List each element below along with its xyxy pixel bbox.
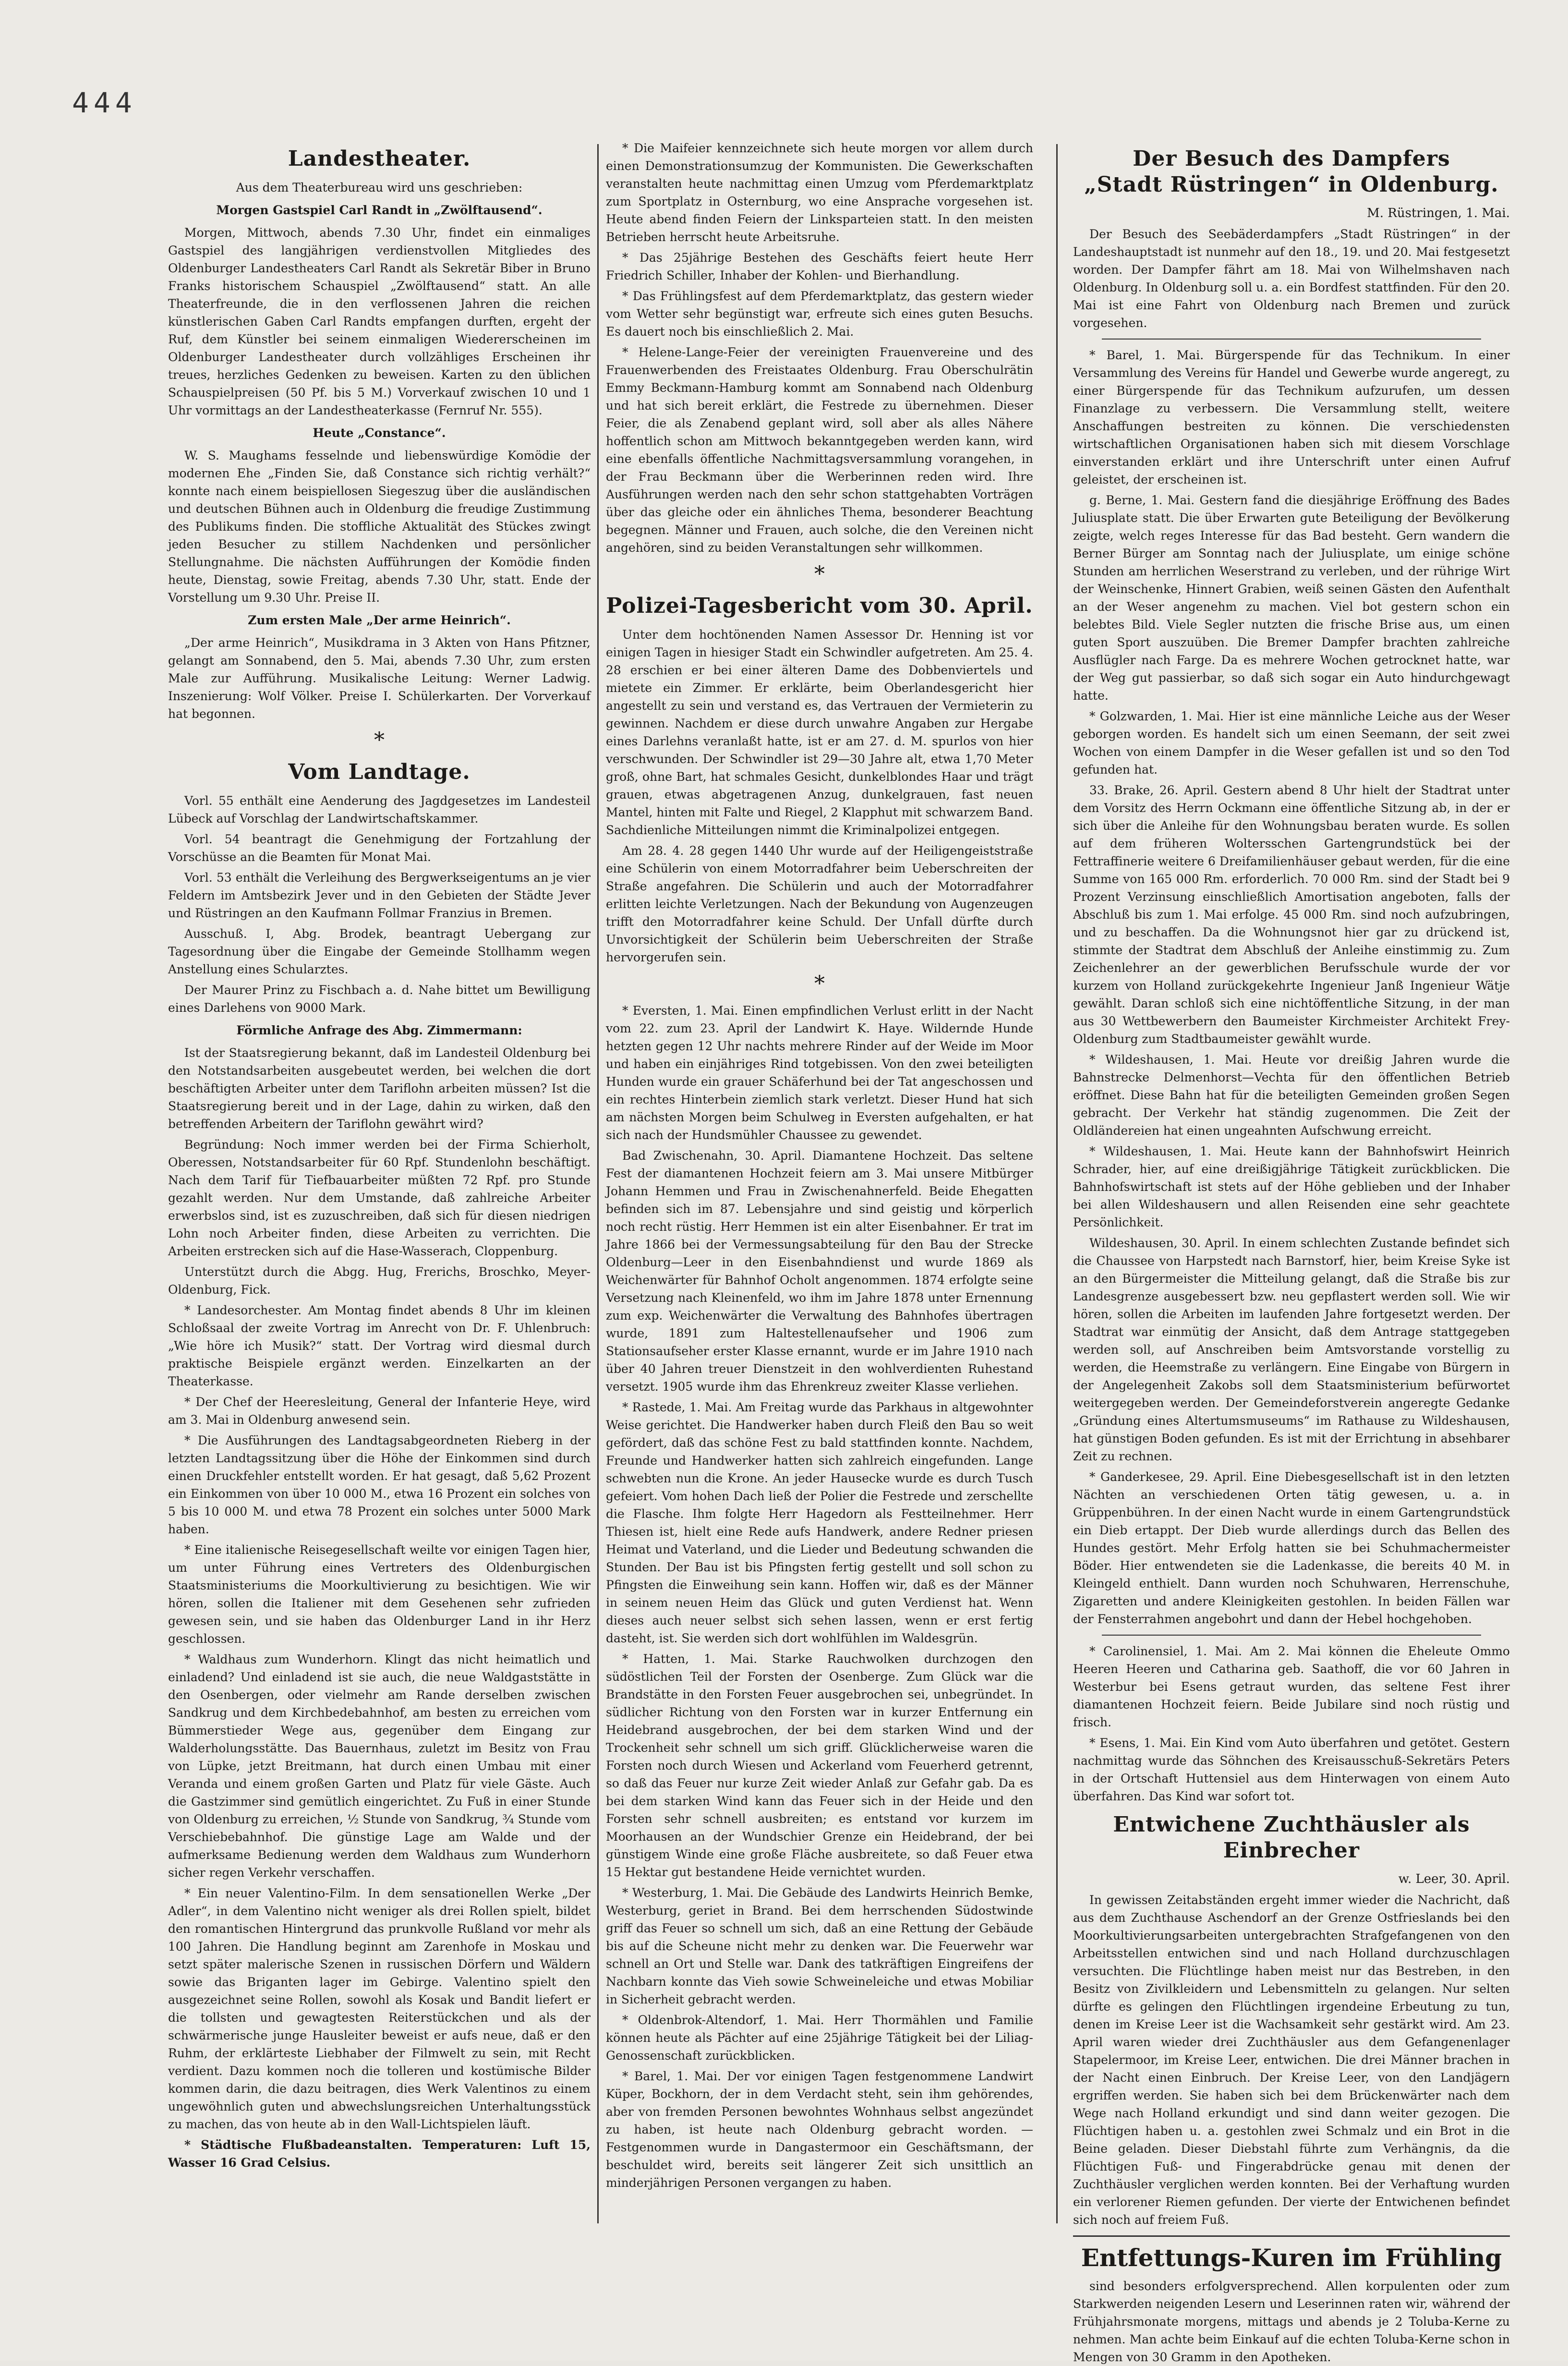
paragraph: * Eine italienische Reisegesellschaft weilte vor einigen Tagen hier, um unter Führung eines Vertreters des Oldenburgischen Staatsministeriums die Moorkultivierung zu besichtigen. Wie wir hören, sollen die Italiener mit dem Gesehenen sehr zufrieden gewesen sein, und sie haben das Oldenburger Land in ihr Herz geschlossen. — [168, 1543, 591, 1646]
paragraph: * Oldenbrok-Altendorf, 1. Mai. Herr Thormählen und Familie können heute als Pächter auf eine 25jährige Tätigkeit bei der Liliag-Genossenschaft zurückblicken. — [606, 2013, 1033, 2063]
paragraph: * Hatten, 1. Mai. Starke Rauchwolken durchzogen den südöstlichen Teil der Forsten der Osenberge. Zum Glück war die Brandstätte in den Forsten Feuer ausgebrochen sei, unbegründet. In südlicher Richtung von den Forsten war in kurzer Entfernung ein Heidebrand ausgebrochen, der bei dem starken Wind und der Trockenheit sehr schnell um sich griff. Glücklicherweise waren die Forsten noch durch Wiesen und Ackerland vom Feuerherd getrennt, so daß das Feuer nur kurze Zeit wieder Anlaß zur Gefahr gab. Da es bei dem starken Wind kann das Feuer sich in der Heide und den Forsten sehr schnell ausbreiten; es entstand vor kurzem im Moorhausen an der Wundschier Grenze ein Heidebrand, der bei günstigem Winde eine große Fläche ausbreitete, so daß Feuer etwa 15 Hektar gut bestandene Heide vernichtet wurden. — [606, 1652, 1033, 1879]
heading-dampfer — [1073, 146, 1510, 198]
paragraph: * Eversten, 1. Mai. Einen empfindlichen Verlust erlitt in der Nacht vom 22. zum 23. April der Landwirt K. Haye. Wildernde Hunde hetzten gegen 12 Uhr nachts mehrere Rinder auf der Weide im Moor und haben ein einjähriges Rind totgebissen. Von den zwei beteiligten Hunden wurde ein grauer Schäferhund bei der Tat angeschossen und ein rechtes Hinterbein ziemlich stark verletzt. Dieser Hund hat sich am nächsten Morgen beim Schulweg in Eversten aufgehalten, er hat sich nach der Hundsmühler Chaussee zu gewendet. — [606, 1004, 1033, 1142]
column-1 — [168, 139, 591, 2243]
paragraph: Vorl. 53 enthält die Verleihung des Bergwerkseigentums an je vier Feldern im Amtsbezirk Jever und in den Gebieten der Städte Jever und Rüstringen an den Kaufmann Follmar Franzius in Bremen. — [168, 871, 591, 920]
paragraph: * Städtische Flußbadeanstalten. Temperaturen: Luft 15, Wasser 16 Grad Celsius. — [168, 2138, 591, 2170]
paragraph: * Helene-Lange-Feier der vereinigten Frauenvereine und des Frauenwerbenden des Freistaates Oldenburg. Frau Oberschulrätin Emmy Beckmann-Hamburg kommt am Sonnabend nach Oldenburg und hat sich bereit erklärt, die Festrede zu übernehmen. Dieser Feier, die als Zenabend geplant wird, soll aber als alles Nähere hoffentlich schon am Mittwoch bekanntgegeben werden kann, wird eine ebenfalls öffentliche Nachmittagsversammlung vorangehen, in der Frau Beckmann über die Werberinnen reden wird. Ihre Ausführungen werden nach den sehr schon stattgehabten Vorträgen über das gleiche oder ein ähnliches Thema, besonderer Beachtung begegnen. Männer und Frauen, auch solche, die den Vereinen nicht angehören, sind zu beiden Veranstaltungen sehr willkommen. — [606, 345, 1033, 555]
heading-line: Der Besuch des Dampfers — [1133, 146, 1450, 171]
separator-star: * — [374, 728, 385, 752]
dateline: w. Leer, 30. April. — [1398, 1872, 1510, 1886]
paragraph: g. Berne, 1. Mai. Gestern fand die diesjährige Eröffnung des Bades Juliusplate statt. Die über Erwarten gute Beteiligung der Bevölkerung zeigte, welch reges Interesse für das Bad besteht. Gern wandern die Berner Bürger am Sonntag nach der Juliusplate, um einige schöne Stunden am herrlichen Weserstrand zu verleben, und der rührige Wirt der Weinschenke, Hinnert Grabien, weiß seinen Gästen den Aufenthalt an der Weser angenehm zu machen. Viel bot gestern schon ein belebtes Bild. Viele Segler nutzten die frische Brise aus, um einen guten Sport auszuüben. Die Bremer Dampfer brachten zahlreiche Ausflügler nach Farge. Da es mehrere Wochen getrocknet hatte, war der Weg gut passierbar, so daß sich sogar ein Auto hindurchgewagt hatte. — [1073, 493, 1510, 703]
column-2 — [606, 139, 1033, 2243]
paragraph: Wildeshausen, 30. April. In einem schlechten Zustande befindet sich die Chaussee von Harpstedt nach Barnstorf, hier, beim Kreise Syke ist an den Bürgermeister die Mitteilung gelangt, daß die Straße bis zur Landesgrenze ausgebessert bzw. neu gepflastert werden soll. Wie wir hören, sollen die Arbeiten im laufenden Jahre fortgesetzt werden. Der Stadtrat war einmütig der Ansicht, daß dem Antrage stattgegeben werden soll, auf Anschreiben beim Amtsvorstande vorstellig zu werden, die Heemstraße zu verlängern. Eine Eingabe von Bürgern in der Angelegenheit Zakobs soll dem Staatsministerium befürwortet weitergegeben werden. Der Gemeindeforstverein angeregte Gedanke „Gründung eines Altertumsmuseums“ im Rathause zu Wildeshausen, hat günstigen Boden gefunden. Es ist mit der Errichtung in absehbarer Zeit zu rechnen. — [1073, 1236, 1510, 1463]
paragraph: * Das 25jährige Bestehen des Geschäfts feiert heute Herr Friedrich Schiller, Inhaber der Kohlen- und Bierhandlung. — [606, 251, 1033, 282]
paragraph: Unter dem hochtönenden Namen Assessor Dr. Henning ist vor einigen Tagen in hiesiger Stadt ein Schwindler aufgetreten. Am 25. 4. 28 erschien er bei einer älteren Dame des Dobbenviertels und mietete ein Zimmer. Er erklärte, beim Oberlandesgericht hier angestellt zu sein und verstand es, das Vertrauen der Vermieterin zu gewinnen. Nachdem er diese durch unwahre Angaben zur Hergabe eines Darlehns veranlaßt hatte, ist er am 27. d. M. spurlos von hier verschwunden. Der Schwindler ist 29—30 Jahre alt, etwa 1,70 Meter groß, ohne Bart, hat schmales Gesicht, dunkelblondes Haar und trägt grauen, etwas abgetragenen Anzug, dunkelgrauen, fast neuen Mantel, hinten mit Falte und Riegel, 2 Klapphut mit schwarzem Band. Sachdienliche Mitteilungen nimmt die Kriminalpolizei entgegen. — [606, 628, 1033, 837]
paragraph: Unterstützt durch die Abgg. Hug, Frerichs, Broschko, Meyer-Oldenburg, Fick. — [168, 1265, 591, 1297]
paragraph: Am 28. 4. 28 gegen 1440 Uhr wurde auf der Heiligengeiststraße eine Schülerin von einem Motorradfahrer beim Ueberschreiten der Straße angefahren. Die Schülerin und auch der Motorradfahrer erlitten leichte Verletzungen. Nach der Bekundung von Augenzeugen trifft den Motorradfahrer keine Schuld. Der Unfall dürfte durch Unvorsichtigkeit der Schülerin beim Ueberschreiten der Straße hervorgerufen sein. — [606, 844, 1033, 964]
paragraph: * Esens, 1. Mai. Ein Kind vom Auto überfahren und getötet. Gestern nachmittag wurde das Söhnchen des Kreisausschuß-Sekretärs Peters in der Ortschaft Huttensiel aus dem Hinterwagen von einem Auto überfahren. Das Kind war sofort tot. — [1073, 1736, 1510, 1803]
subheading: Morgen Gastspiel Carl Randt in „Zwölftausend“. — [216, 203, 543, 217]
paragraph: * Ganderkesee, 29. April. Eine Diebesgesellschaft ist in den letzten Nächten an verschiedenen Orten tätig gewesen, u. a. in Grüppenbühren. In der einen Nacht wurde in einem Gartengrundstück ein Dieb ertappt. Der Dieb wurde allerdings durch das Bellen des Hundes gestört. Mehr Erfolg hatten sie bei Schuhmachermeister Böder. Hier entwendeten sie die Ladenkasse, die bereits 40 M. in Kleingeld enthielt. Dann wurden noch Schuhwaren, Herrenschuhe, Zigaretten und andere Kleinigkeiten gestohlen. In beiden Fällen war der Fensterrahmen angebohrt und dann der Hebel hochgehoben. — [1073, 1470, 1510, 1626]
column-3 — [1073, 139, 1510, 2364]
separator-star: * — [814, 971, 825, 996]
paragraph: Vorl. 55 enthält eine Aenderung des Jagdgesetzes im Landesteil Lübeck auf Vorschlag der Landwirtschaftskammer. — [168, 794, 591, 825]
paragraph: „Der arme Heinrich“, Musikdrama in 3 Akten von Hans Pfitzner, gelangt am Sonnabend, den 5. Mai, abends 7.30 Uhr, zum ersten Male zur Aufführung. Musikalische Leitung: Werner Ladwig. Inszenierung: Wolf Völker. Preise I. Schülerkarten. Der Vorverkauf hat begonnen. — [168, 636, 591, 721]
ad-text: sind besonders erfolgversprechend. Allen korpulenten oder zum Starkwerden neigenden Lesern und Leserinnen raten wir, während der Frühjahrsmonate morgens, mittags und abends je 2 Toluba-Kerne zu nehmen. Man achte beim Einkauf auf die echten Toluba-Kerne schon in Mengen von 30 Gramm in den Apotheken. — [1073, 2279, 1510, 2364]
heading-line: „Stadt Rüstringen“ in Oldenburg. — [1084, 172, 1499, 197]
page-number: 444 — [72, 86, 137, 119]
paragraph: * Waldhaus zum Wunderhorn. Klingt das nicht heimatlich und einladend? Und einladend ist sie auch, die neue Waldgaststätte in den Osenbergen, oder vielmehr am Rande derselben zwischen Sandkrug und dem Kirchbedebahnhof, am besten zu erreichen vom Bümmerstieder Wege aus, gegenüber dem Eingang zur Walderholungsstätte. Das Bauernhaus, zuletzt im Besitz von Frau von Lüpke, jetzt Breitmann, hat durch einen Umbau mit einer Veranda und einem großen Garten und Platz für viele Gäste. Auch die Gastzimmer sind gemütlich eingerichtet. Zu Fuß in einer Stunde von Oldenburg zu erreichen, ½ Stunde von Sandkrug, ¾ Stunde vom Verschiebebahnhof. Die günstige Lage am Walde und der aufmerksame Bedienung werden dem Waldhaus zum Wunderhorn sicher regen Verkehr verschaffen. — [168, 1652, 591, 1880]
heading-landestheater: Landestheater. — [288, 146, 471, 171]
divider — [1102, 339, 1481, 340]
paragraph: Begründung: Noch immer werden bei der Firma Schierholt, Oberessen, Notstandsarbeiter für 60 Rpf. Stundenlohn beschäftigt. Nach dem Tarif für Tiefbauarbeiter müßten 72 Rpf. pro Stunde gezahlt werden. Nur dem Umstande, daß zahlreiche Arbeiter erwerbslos sind, ist es zuzuschreiben, daß sich für diesen niedrigen Lohn noch Arbeiter finden, diese Arbeiten zu verrichten. Die Arbeiten erstrecken sich auf die Hase-Wasserach, Cloppenburg. — [168, 1138, 591, 1258]
paragraph: Ist der Staatsregierung bekannt, daß im Landesteil Oldenburg bei den Notstandsarbeiten ausgebeutet werden, bei welchen die dort beschäftigten Arbeiter unter dem Tariflohn arbeiten müssen? Ist die Staatsregierung bereit und in der Lage, dahin zu wirken, daß den betreffenden Arbeitern der Tariflohn gewährt wird? — [168, 1046, 591, 1131]
paragraph: Morgen, Mittwoch, abends 7.30 Uhr, findet ein einmaliges Gastspiel des langjährigen verdienstvollen Mitgliedes des Oldenburger Landestheaters Carl Randt als Sekretär Biber in Bruno Franks historischem Schauspiel „Zwölftausend“ statt. An alle Theaterfreunde, die in den verflossenen Jahren die reichen künstlerischen Gaben Carl Randts empfangen durften, ergeht der Ruf, dem Künstler bei seinem einmaligen Wiedererscheinen im Oldenburger Landestheater durch vollzähliges Erscheinen ihr treues, herzliches Gedenken zu beweisen. Karten zu den üblichen Schauspielpreisen (50 Pf. bis 5 M.) Vorverkauf zwischen 10 und 1 Uhr vormittags an der Landestheaterkasse (Fernruf Nr. 555). — [168, 226, 591, 417]
paragraph: * Das Frühlingsfest auf dem Pferdemarktplatz, das gestern wieder vom Wetter sehr begünstigt war, erfreute sich eines guten Besuchs. Es dauert noch bis einschließlich 2. Mai. — [606, 289, 1033, 339]
subheading: Förmliche Anfrage des Abg. Zimmermann: — [236, 1023, 522, 1037]
heading-vom-landtage: Vom Landtage. — [288, 760, 470, 784]
paragraph: * Carolinensiel, 1. Mai. Am 2. Mai können die Eheleute Ommo Heeren Heeren und Catharina geb. Saathoff, die vor 60 Jahren in Westerbur bei Esens getraut wurden, das seltene Fest ihrer diamantenen Hochzeit feiern. Beide Jubilare sind noch rüstig und frisch. — [1073, 1644, 1510, 1729]
paragraph: In gewissen Zeitabständen ergeht immer wieder die Nachricht, daß aus dem Zuchthause Aschendorf an der Grenze Ostfrieslands bei den Moorkultivierungsarbeiten untergebrachten Strafgefangenen von den Arbeitsstellen entwichen sind und nach Holland durchzuschlagen versuchten. Die Flüchtlinge haben meist nur das Bestreben, in den Besitz von Zivilkleidern und Lebensmitteln zu gelangen. Nur selten dürfte es gelingen den Flüchtlingen irgendeine Erbeutung zu tun, denen im Kreise Leer ist die Wachsamkeit sehr gestärkt wird. Am 23. April waren wieder drei Zuchthäusler aus dem Gefangenenlager Stapelermoor, im Kreise Leer, entwichen. Die drei Männer brachen in der Nacht einen Einbruch. Der Kreise Leer, von den Landjägern ergriffen werden. Sie haben sich bei dem Brückenwärter nach dem Wege nach Holland erkundigt und sind dann weiter gezogen. Die Flüchtigen haben u. a. gestohlen zwei Schmalz und ein Brot in die Beine geladen. Dieser Diebstahl führte zum Verhängnis, da die Flüchtigen Fuß- und Fingerabdrücke genau mit denen der Zuchthäusler verglichen werden konnten. Bei der Verhaftung wurden ein verlorener Riemen gefunden. Der vierte der Entwichenen befindet sich noch auf freiem Fuß. — [1073, 1893, 1510, 2227]
paragraph: 33. Brake, 26. April. Gestern abend 8 Uhr hielt der Stadtrat unter dem Vorsitz des Herrn Ockmann eine öffentliche Sitzung ab, in der er sich über die Anleihe für den Wohnungsbau beraten wurde. Es sollen auf dem früheren Woltersschen Gartengrundstück bei der Fettraffinerie weitere 6 Dreifamilienhäuser gebaut werden, für die eine Summe von 165 000 Rm. erforderlich. 70 000 Rm. sind der Stadt bei 9 Prozent Verzinsung einschließlich Amortisation angeboten, falls der Abschluß bis zum 1. Mai erfolge. 45 000 Rm. sind noch aufzubringen, und zu beschaffen. Da die Wohnungsnot hier gar zu drückend ist, stimmte der Stadtrat dem Abschluß der Anleihe einstimmig zu. Zum Zeichenlehrer an der gewerblichen Berufsschule wurde der vor kurzem von Holland zurückgekehrte Ingenieur Janß Ingenieur Wätje gewählt. Daran schloß sich eine nichtöffentliche Sitzung, in der man aus 30 Wettbewerbern den Baumeister Kirchmeister Architekt Frey-Oldenburg zum Stadtbaumeister gewählt wurde. — [1073, 783, 1510, 1046]
ad-title: Entfettungs-Kuren im Frühling — [1081, 2244, 1502, 2272]
paragraph: * Barel, 1. Mai. Der vor einigen Tagen festgenommene Landwirt Küper, Bockhorn, der in dem Verdacht steht, sein ihm gehörendes, aber von fremden Personen bewohntes Wohnhaus selbst angezündet zu haben, ist heute nach Oldenburg gebracht worden. — Festgenommen wurde in Dangastermoor ein Geschäftsmann, der beschuldet wird, bereits seit längerer Zeit sich unsittlich an minderjährigen Personen vergangen zu haben. — [606, 2069, 1033, 2190]
paragraph: Der Maurer Prinz zu Fischbach a. d. Nahe bittet um Bewilligung eines Darlehens von 9000 Mark. — [168, 983, 591, 1015]
paragraph: * Die Ausführungen des Landtagsabgeordneten Rieberg in der letzten Landtagssitzung über die Höhe der Einkommen sind durch einen Druckfehler entstellt worden. Er hat gesagt, daß 5,62 Prozent ein Einkommen von über 10 000 M., etwa 16 Prozent ein solches von 5 bis 10 000 M. und etwa 78 Prozent ein solches unter 5000 Mark haben. — [168, 1433, 591, 1536]
paragraph: * Der Chef der Heeresleitung, General der Infanterie Heye, wird am 3. Mai in Oldenburg anwesend sein. — [168, 1395, 591, 1427]
paragraph: * Die Maifeier kennzeichnete sich heute morgen vor allem durch einen Demonstrationsumzug der Kommunisten. Die Gewerkschaften veranstalten heute nachmittag einen Umzug vom Pferdemarktplatz zum Sportplatz in Osternburg, wo eine Ansprache vorgesehen ist. Heute abend finden Feiern der Linksparteien statt. In den meisten Betrieben herrscht heute Arbeitsruhe. — [606, 141, 1033, 244]
separator-star: * — [814, 562, 825, 586]
paragraph: Aus dem Theaterbureau wird uns geschrieben: — [236, 181, 523, 194]
paragraph: * Westerburg, 1. Mai. Die Gebäude des Landwirts Heinrich Bemke, Westerburg, geriet in Brand. Bei dem herrschenden Südostwinde griff das Feuer so schnell um sich, daß an eine Rettung der Gebäude bis auf die Scheune nicht mehr zu denken war. Die Feuerwehr war schnell an Ort und Stelle war. Dank des tatkräftigen Eingreifens der Nachbarn konnte das Vieh sowie Schweineleiche und etwas Mobiliar in Sicherheit gebracht werden. — [606, 1886, 1033, 2006]
paragraph: Ausschuß. I, Abg. Brodek, beantragt Uebergang zur Tagesordnung über die Eingabe der Gemeinde Stollhamm wegen Anstellung eines Schularztes. — [168, 927, 591, 976]
paragraph: * Wildeshausen, 1. Mai. Heute vor dreißig Jahren wurde die Bahnstrecke Delmenhorst—Vechta für den öffentlichen Betrieb eröffnet. Diese Bahn hat für die beteiligten Gemeinden großen Segen gebracht. Der Verkehr hat ständig zugenommen. Die Zeit der Oldländereien hat einen ungeahnten Aufschwung erreicht. — [1073, 1053, 1510, 1138]
paragraph: * Rastede, 1. Mai. Am Freitag wurde das Parkhaus in altgewohnter Weise gerichtet. Die Handwerker haben durch Fleiß den Bau so weit gefördert, daß das schöne Fest zu bald stattfinden konnte. Nachdem, Freunde und Handwerker hatten sich zahlreich eingefunden. Lange schwebten nun die Krone. An jeder Hausecke wurde es durch Tusch gefeiert. Vom hohen Dach ließ der Polier die Festrede und zerschellte die Flasche. Ihm folgte Herr Hagedorn als Festteilnehmer. Herr Thiesen ist, hielt eine Rede aufs Handwerk, andere Redner priesen Heimat und Vaterland, und die Lieder und Bedeutung schwanden die Stunden. Der Bau ist bis Pfingsten fertig gestellt und soll schon zu Pfingsten die Einweihung sein kann. Hoffen wir, daß es der Männer in seinem neuen Heim das Glück und guten Verdienst hat. Wenn dieses auch neuer selbst sich sehen lassen, wenn er erst fertig dasteht, ist. Sie werden sich dort wohlfühlen im Waldesgrün. — [606, 1400, 1033, 1645]
paragraph: * Golzwarden, 1. Mai. Hier ist eine männliche Leiche aus der Weser geborgen worden. Es handelt sich um einen Seemann, der seit zwei Wochen von einem Dampfer in die Weser gefallen ist und so den Tod gefunden hat. — [1073, 709, 1510, 777]
paragraph: Vorl. 54 beantragt die Genehmigung der Fortzahlung der Vorschüsse an die Beamten für Monat Mai. — [168, 832, 591, 864]
paragraph: * Landesorchester. Am Montag findet abends 8 Uhr im kleinen Schloßsaal der zweite Vortrag im Anrecht von Dr. F. Uhlenbruch: „Wie höre ich Musik?“ statt. Der Vortrag wird diesmal durch praktische Beispiele ergänzt werden. Einzelkarten an der Theaterkasse. — [168, 1303, 591, 1388]
heading-zuchthaeusler: Entwichene Zuchthäusler als Einbrecher — [1113, 1812, 1470, 1863]
column-divider — [1056, 144, 1058, 2223]
subheading: Heute „Constance“. — [313, 426, 446, 440]
paragraph: Bad Zwischenahn, 30. April. Diamantene Hochzeit. Das seltene Fest der diamantenen Hochzeit feiern am 3. Mai unsere Mitbürger Johann Hemmen und Frau in Zwischenahnerfeld. Beide Ehegatten befinden sich im 87. Lebensjahre und sind geistig und körperlich noch recht rüstig. Herr Hemmen ist ein alter Eisenbahner. Er trat im Jahre 1866 bei der Vermessungsabteilung für den Bau der Strecke Oldenburg—Leer in den Eisenbahndienst und wurde 1869 als Weichenwärter für Bahnhof Ocholt angenommen. 1874 erfolgte seine Versetzung nach Kleinenfeld, wo ihm im Jahre 1878 unter Ernennung zum exp. Weichenwärter die Verwaltung des Bahnhofes übertragen wurde, 1891 zum Haltestellenaufseher und 1906 zum Stationsaufseher erster Klasse ernannt, wurde er im Jahre 1910 nach über 40 Jahren treuer Dienstzeit in den wohlverdienten Ruhestand versetzt. 1905 wurde ihm das Ehrenkreuz zweiter Klasse verliehen. — [606, 1149, 1033, 1394]
paragraph: * Wildeshausen, 1. Mai. Heute kann der Bahnhofswirt Heinrich Schrader, hier, auf eine dreißigjährige Tätigkeit zurückblicken. Die Bahnhofswirtschaft ist stets auf der Höhe geblieben und der Inhaber bei allen Wildeshausern und allen Reisenden eine sehr geachtete Persönlichkeit. — [1073, 1144, 1510, 1229]
divider — [1102, 1635, 1481, 1636]
advertisement — [1073, 2235, 1510, 2366]
paragraph: * Barel, 1. Mai. Bürgerspende für das Technikum. In einer Versammlung des Vereins für Handel und Gewerbe wurde angeregt, zu einer Bürgerspende für das Technikum aufzurufen, um dessen Finanzlage zu verbessern. Die Versammlung stellt, weitere Anschaffungen bestreiten zu können. Die verschiedensten wirtschaftlichen Organisationen haben sich mit diesem Vorschlage einverstanden erklärt und ihre Unterschrift unter einen Aufruf geleistet, der erscheinen ist. — [1073, 348, 1510, 486]
paragraph: * Ein neuer Valentino-Film. In dem sensationellen Werke „Der Adler“, in dem Valentino nicht weniger als drei Rollen spielt, bildet den romantischen Hintergrund das prunkvolle Rußland vor mehr als 100 Jahren. Die Handlung beginnt am Zarenhofe in Moskau und setzt später malerische Szenen in russischen Dörfern und Wäldern sowie das Briganten lager im Gebirge. Valentino spielt den ausgezeichnet seine Rollen, sowohl als Kosak und Bandit liefert er die tollsten und gewagtesten Reiterstückchen und als der schwärmerische junge Hausleiter beweist er aufs neue, daß er den Ruhm, der erklärteste Liebhaber der Filmwelt zu sein, mit Recht verdient. Dazu kommen noch die tolleren und kostümische Bilder kommen darin, die dazu beitragen, dies Werk Valentinos zu einem ungewöhnlich guten und abwechslungsreichen Unterhaltungsstück zu machen, das von heute ab in den Wall-Lichtspielen läuft. — [168, 1886, 591, 2131]
subheading: Zum ersten Male „Der arme Heinrich“. — [248, 613, 511, 627]
paragraph: Der Besuch des Seebäderdampfers „Stadt Rüstringen“ in der Landeshauptstadt ist nunmehr auf den 18., 19. und 20. Mai festgesetzt worden. Der Dampfer fährt am 18. Mai von Wilhelmshaven nach Oldenburg. In Oldenburg soll u. a. ein Bordfest stattfinden. Für den 20. Mai ist eine Fahrt von Oldenburg nach Bremen und zurück vorgesehen. — [1073, 227, 1510, 330]
heading-polizei-tagesbericht: Polizei-Tagesbericht vom 30. April. — [606, 594, 1033, 618]
dateline: M. Rüstringen, 1. Mai. — [1367, 206, 1510, 220]
column-divider — [597, 144, 599, 2223]
paragraph: W. S. Maughams fesselnde und liebenswürdige Komödie der modernen Ehe „Finden Sie, daß Constance sich richtig verhält?“ konnte nach einem beispiellosen Siegeszug über die ausländischen und deutschen Bühnen auch in Oldenburg die freudige Zustimmung des Publikums finden. Die stoffliche Aktualität des Stückes zwingt jeden Besucher zu stillem Nachdenken und persönlicher Stellungnahme. Die nächsten Aufführungen der Komödie finden heute, Dienstag, sowie Freitag, abends 7.30 Uhr, statt. Ende der Vorstellung um 9.30 Uhr. Preise II. — [168, 449, 591, 605]
